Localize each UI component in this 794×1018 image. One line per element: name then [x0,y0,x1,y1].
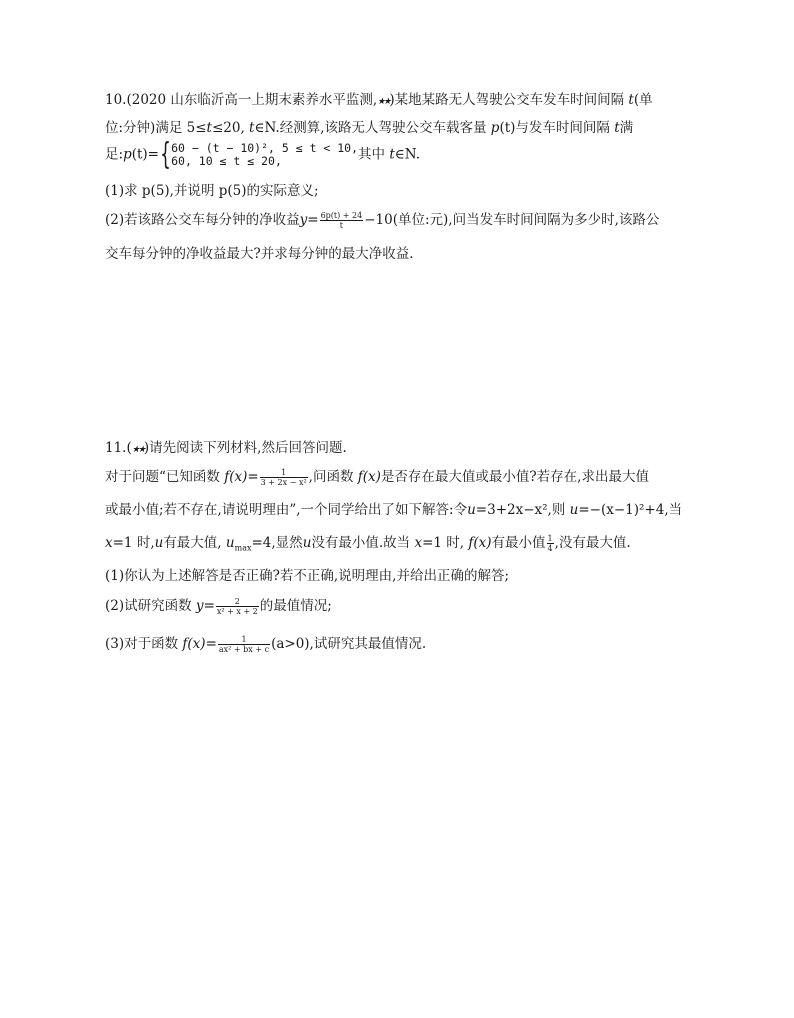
q10-sub-1: (1)求 p(5),并说明 p(5)的实际意义; [105,183,319,199]
fraction: $\frac{1}{4}$ [547,534,553,553]
q11-sub-1: (1)你认为上述解答是否正确?若不正确,说明理由,并给出正确的解答; [105,568,509,584]
q10-sub-2: (2)若该路公交车每分钟的净收益y= $\frac{6p(t) + 24}{t}$ −10(单位:元),问当发车时间间隔为多少时,该路公 [105,211,660,230]
q10-sub-2-cont: 交车每分钟的净收益最大?并求每分钟的最大净收益. [105,246,414,262]
difficulty-stars: ★★ [377,97,390,107]
q11-line-2: 对于问题“已知函数 f(x)= $\frac{1}{\text{3 + 2x − x²}}$ ,问函数 f(x)是否存在最大值或最小值?若存在,求出最大值 [105,468,649,487]
cases-brace: { [160,137,171,172]
q11-line-3: 或最小值;若不存在,请说明理由”,一个同学给出了如下解答:令u=3+2x−x²,则 u=−(x−1)²+4,当 [105,502,683,518]
difficulty-stars: ★★ [131,445,144,455]
fraction: $\frac{1}{\text{ax² + bx + c}}$ [218,635,270,654]
fraction: $\frac{2}{\text{x² + x + 2}}$ [216,597,258,616]
q10-line-1: 10.(2020 山东临沂高一上期末素养水平监测,★★)某地某路无人驾驶公交车发车时间间隔 t(单 [105,92,653,108]
q10-line-2: 位:分钟)满足 5≤t≤20, t∈N.经测算,该路无人驾驶公交车载客量 p(t)与发车时间间隔 t满 [105,120,634,136]
q11-sub-2: (2)试研究函数 y= $\frac{2}{\text{x² + x + 2}}$ 的最值情况; [105,597,332,616]
fraction: $\frac{6p(t) + 24}{t}$ [320,211,363,230]
fraction: $\frac{1}{\text{3 + 2x − x²}}$ [260,468,307,487]
q11-line-4: x=1 时,u有最大值, $u_{max}=4$,显然u没有最小值.故当 x=1 时, f(x)有最小值 $\frac{1}{4}$ ,没有最大值. [105,534,631,553]
q11-sub-3: (3)对于函数 f(x)= $\frac{1}{\text{ax² + bx + c}}$ (a>0),试研究其最值情况. [105,635,427,654]
q10-line-3: 足:p(t)={ 60 − (t − 10)², 5 ≤ t < 10, 60, 10 ≤ t ≤ 20, 其中 t∈N. [105,137,420,172]
piecewise-cases: 60 − (t − 10)², 5 ≤ t < 10, 60, 10 ≤ t ≤ 20, [171,141,359,168]
q11-line-1: 11.(★★)请先阅读下列材料,然后回答问题. [105,440,347,456]
